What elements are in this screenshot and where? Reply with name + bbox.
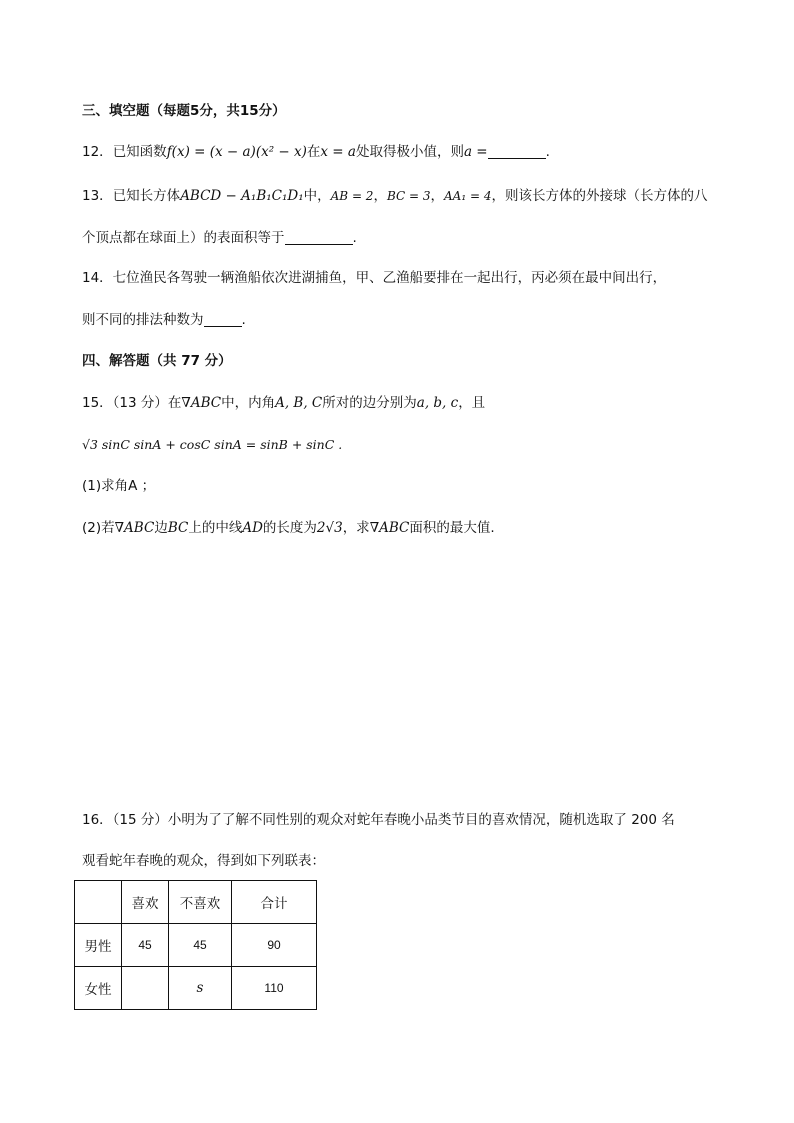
table-cell: 90 — [232, 924, 317, 967]
section-title-answer: 四、解答题（共 77 分） — [82, 353, 232, 369]
question-text: (2)若 — [82, 520, 115, 536]
separator: ， — [373, 188, 387, 204]
separator: ， — [430, 188, 444, 204]
answer-variable: a = — [463, 144, 488, 160]
question-text: 所对的边分别为 — [322, 395, 417, 411]
question-text: 的长度为 — [262, 520, 317, 536]
question-text: 上的中线 — [188, 520, 243, 536]
question-16-line-1: 16．（15 分）小明为了了解不同性别的观众对蛇年春晚小品类节目的喜欢情况，随机选取了 200 名 — [82, 812, 675, 828]
table-cell: 45 — [122, 924, 169, 967]
question-14-line-2 — [82, 310, 246, 330]
table-header-cell — [75, 881, 122, 924]
table-cell: s — [169, 967, 232, 1010]
period: . — [352, 230, 357, 246]
question-13-line-2 — [82, 228, 357, 248]
edge-ab: AB = 2 — [330, 189, 374, 203]
median-length: 2√3 — [316, 520, 343, 536]
sides: a, b, c — [416, 395, 459, 411]
segment-bc: BC — [167, 520, 189, 536]
question-15-part-2 — [82, 518, 495, 538]
question-text: ，求 — [342, 520, 370, 536]
question-number: 15．（13 分）在 — [82, 395, 182, 411]
table-header-cell: 合计 — [232, 881, 317, 924]
question-text: 已知函数 — [112, 144, 167, 160]
question-text: 则不同的排法种数为 — [82, 312, 204, 328]
answer-blank — [285, 230, 353, 245]
angles: A, B, C — [275, 395, 323, 411]
period: . — [241, 312, 246, 328]
question-text: ，且 — [458, 395, 486, 411]
question-number: 12． — [82, 144, 113, 160]
section-title-fill-in: 三、填空题（每题5分，共15分） — [82, 103, 286, 119]
question-12 — [82, 142, 550, 162]
question-text: ，则该长方体的外接球（长方体的八 — [491, 188, 708, 204]
table-cell: 110 — [232, 967, 317, 1010]
table-header-cell: 喜欢 — [122, 881, 169, 924]
table-header-row — [75, 881, 317, 924]
question-16-line-2: 观看蛇年春晚的观众，得到如下列联表： — [82, 853, 325, 869]
question-number: 13． — [82, 188, 113, 204]
triangle-name: ∇ABC — [114, 520, 155, 536]
question-text: 个顶点都在球面上）的表面积等于 — [82, 230, 285, 246]
question-text: 处取得极小值，则 — [355, 144, 464, 160]
triangle-name: ∇ABC — [369, 520, 410, 536]
edge-aa1: AA₁ = 4 — [444, 189, 492, 203]
function-expression: f(x) = (x − a)(x² − x) — [166, 144, 307, 160]
answer-blank — [488, 144, 546, 159]
table-cell: 男性 — [75, 924, 122, 967]
table-cell — [122, 967, 169, 1010]
edge-bc: BC = 3 — [386, 189, 431, 203]
question-text: 边 — [154, 520, 168, 536]
solid-name: ABCD − A₁B₁C₁D₁ — [180, 188, 304, 204]
segment-ad: AD — [242, 520, 263, 536]
question-15-equation: √3 sinC sinA + cosC sinA = sinB + sinC . — [82, 437, 343, 452]
period: . — [545, 144, 550, 160]
table-cell: 女性 — [75, 967, 122, 1010]
question-text: 已知长方体 — [112, 188, 181, 204]
triangle-name: ∇ABC — [181, 395, 222, 411]
table-cell: 45 — [169, 924, 232, 967]
contingency-table — [74, 880, 317, 1010]
question-14-line-1: 14．七位渔民各驾驶一辆渔船依次进湖捕鱼，甲、乙渔船要排在一起出行，丙必须在最中间出行， — [82, 270, 667, 286]
condition-expression: x = a — [320, 144, 356, 160]
question-15-part-1: (1)求角A ； — [82, 478, 156, 494]
table-row — [75, 967, 317, 1010]
question-15-line-1 — [82, 393, 485, 413]
question-text: 中， — [303, 188, 331, 204]
question-text: 中，内角 — [221, 395, 276, 411]
answer-blank — [204, 312, 242, 327]
question-13-line-1 — [82, 186, 707, 206]
table-header-cell: 不喜欢 — [169, 881, 232, 924]
table-row — [75, 924, 317, 967]
question-text: 面积的最大值. — [409, 520, 495, 536]
question-text: 在 — [306, 144, 321, 160]
